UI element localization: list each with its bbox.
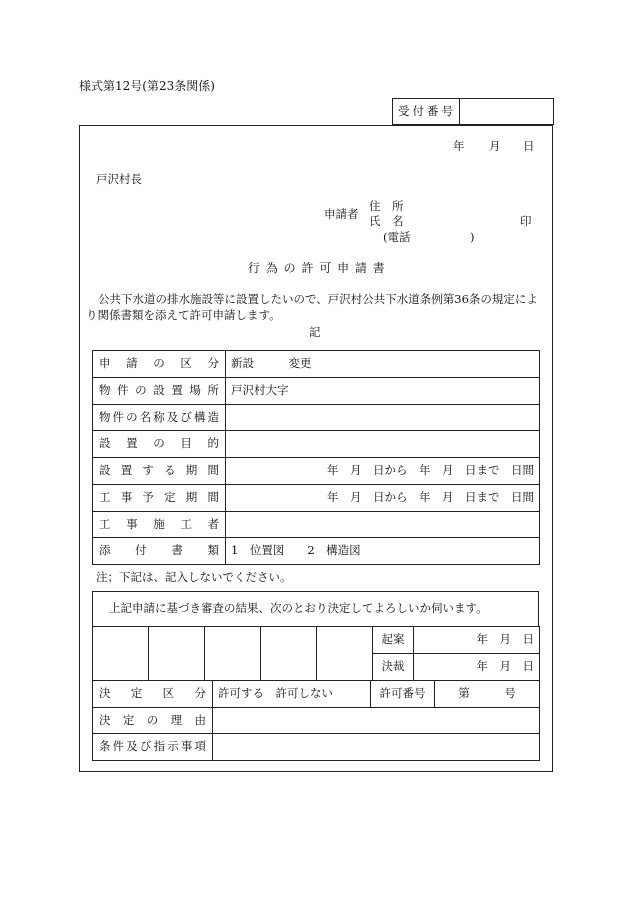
row-label-purpose: 設置の目的 — [93, 431, 226, 458]
note-text: 注；下記は、記入しないでください。 — [96, 570, 292, 584]
row-label-work-period: 工事予定期間 — [93, 485, 226, 512]
decision-reason-value[interactable] — [213, 708, 540, 734]
kian-label: 起案 — [373, 627, 414, 654]
row-label-install-period: 設置する期間 — [93, 458, 226, 485]
decision-reason-label: 決定の理由 — [93, 708, 213, 734]
conditions-value[interactable] — [213, 734, 540, 761]
row-value-location[interactable]: 戸沢村大字 — [226, 378, 540, 405]
receipt-label: 受付番号 — [393, 99, 460, 125]
decision-category-label: 決定区分 — [93, 681, 213, 708]
receipt-box — [392, 98, 554, 125]
table-row — [93, 538, 540, 565]
table-row — [93, 431, 540, 458]
decision-intro: 上記申請に基づき審査の結果、次のとおり決定してよろしいか伺います。 — [109, 601, 488, 615]
table-row — [93, 458, 540, 485]
body-text: 公共下水道の排水施設等に設置したいので、戸沢村公共下水道条例第36条の規定により関係書類を添えて許可申請します。 — [86, 292, 538, 322]
date-day: 日 — [523, 139, 535, 153]
approval-stamp-cell[interactable] — [261, 627, 317, 681]
row-label-attachments: 添付書類 — [93, 538, 226, 565]
row-value-structure[interactable] — [226, 405, 540, 431]
row-value-purpose[interactable] — [226, 431, 540, 458]
table-row — [93, 378, 540, 405]
permit-number-value[interactable]: 第 号 — [435, 681, 540, 708]
approval-stamp-cell[interactable] — [317, 627, 373, 681]
application-table — [92, 350, 540, 565]
seal-mark: 印 — [520, 214, 532, 228]
table-row — [93, 734, 540, 761]
approval-stamp-cell[interactable] — [149, 627, 205, 681]
applicant-label: 申請者 — [324, 207, 359, 221]
row-value-attachments[interactable]: 1 位置図 2 構造図 — [226, 538, 540, 565]
decision-category-value[interactable]: 許可する 許可しない — [213, 681, 371, 708]
approval-stamp-table — [92, 626, 540, 681]
table-row — [93, 351, 540, 378]
name-label: 氏 名 — [369, 214, 404, 228]
date-year: 年 — [453, 139, 465, 153]
row-label-structure: 物件の名称及び構造 — [93, 405, 226, 431]
row-value-contractor[interactable] — [226, 512, 540, 538]
table-row — [93, 708, 540, 734]
conditions-label: 条件及び指示事項 — [93, 734, 213, 761]
document-title: 行 為 の 許 可 申 請 書 — [248, 261, 386, 275]
form-number: 様式第12号(第23条関係) — [79, 79, 215, 93]
approval-stamp-cell[interactable] — [93, 627, 149, 681]
receipt-number-field[interactable] — [460, 99, 554, 125]
row-value-install-period[interactable]: 年 月 日から 年 月 日まで 日間 — [226, 458, 540, 485]
address-label: 住 所 — [369, 199, 404, 213]
phone-close: ) — [470, 230, 475, 244]
addressee: 戸沢村長 — [96, 172, 142, 186]
row-label-contractor: 工事施工者 — [93, 512, 226, 538]
table-row — [93, 485, 540, 512]
kessai-date[interactable]: 年 月 日 — [414, 654, 540, 681]
row-value-category[interactable]: 新設 変更 — [226, 351, 540, 378]
approval-stamp-cell[interactable] — [205, 627, 261, 681]
table-row — [93, 681, 540, 708]
row-label-location: 物件の設置場所 — [93, 378, 226, 405]
kian-date[interactable]: 年 月 日 — [414, 627, 540, 654]
permit-number-label: 許可番号 — [371, 681, 435, 708]
decision-table — [92, 680, 540, 761]
ki-mark: 記 — [309, 325, 321, 339]
row-label-category: 申請の区分 — [93, 351, 226, 378]
phone-open: (電話 — [383, 230, 411, 244]
date-month: 月 — [489, 139, 501, 153]
kessai-label: 決裁 — [373, 654, 414, 681]
table-row — [93, 512, 540, 538]
row-value-work-period[interactable]: 年 月 日から 年 月 日まで 日間 — [226, 485, 540, 512]
table-row — [93, 405, 540, 431]
